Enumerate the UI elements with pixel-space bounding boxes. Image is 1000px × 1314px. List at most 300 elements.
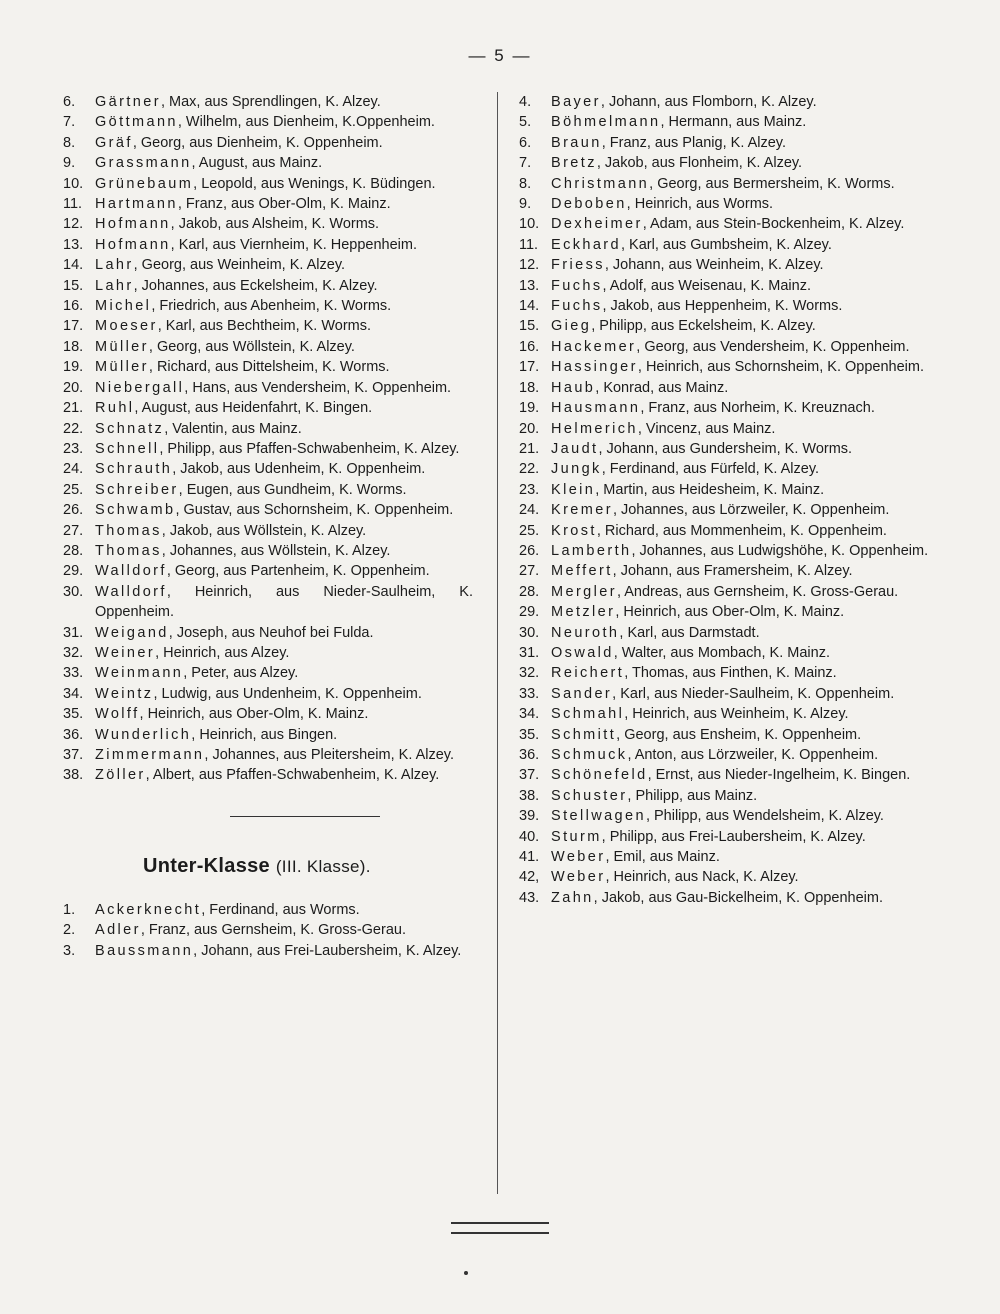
list-item (63, 337, 473, 357)
list-item (63, 378, 473, 398)
entry-surname: Christmann (551, 175, 650, 192)
list-item (519, 500, 932, 520)
list-item (63, 725, 473, 745)
entry-number: 13. (63, 236, 84, 253)
entry-surname: Baussmann (95, 942, 194, 959)
entry-surname: Bayer (551, 94, 601, 110)
entry-surname: Schmuck (551, 747, 628, 763)
entry-details: , Karl, aus Viernheim, K. Heppenheim. (170, 236, 417, 253)
list-item (519, 480, 932, 500)
list-item (519, 704, 932, 724)
entry-surname: Lahr (95, 277, 134, 294)
entry-details: , Philipp, aus Frei-Laubersheim, K. Alzey. (601, 828, 866, 845)
list-item (63, 194, 473, 214)
list-item (63, 112, 473, 132)
entry-surname: Michel (95, 298, 152, 315)
entry-details: , Adam, aus Stein-Bockenheim, K. Alzey. (642, 216, 905, 233)
section-subtitle: (III. Klasse). (275, 856, 371, 876)
entry-number: 28. (519, 583, 540, 600)
entry-surname: Wolff (95, 706, 140, 723)
entry-details: , Philipp, aus Eckelsheim, K. Alzey. (591, 318, 816, 335)
list-item (519, 174, 932, 194)
entry-surname: Zöller (95, 767, 146, 784)
entry-number: 9. (519, 196, 532, 213)
list-item (519, 745, 932, 765)
entry-surname: Lahr (95, 257, 134, 274)
list-item (519, 847, 932, 867)
entry-details: , Johannes, aus Pleitersheim, K. Alzey. (204, 747, 454, 763)
entry-details: , Franz, aus Gernsheim, K. Gross-Gerau. (140, 922, 406, 939)
list-item (63, 174, 473, 194)
list-item (63, 561, 473, 581)
entry-number: 12. (519, 257, 540, 274)
list-item (519, 827, 932, 847)
entry-details: , Friedrich, aus Abenheim, K. Worms. (151, 298, 392, 315)
list-item (63, 920, 473, 940)
list-item (63, 357, 473, 377)
entry-number: 38. (519, 787, 540, 804)
entry-details: , Georg, aus Weinheim, K. Alzey. (133, 257, 346, 274)
list-item (519, 276, 932, 296)
entry-details: , Joseph, aus Neuhof bei Fulda. (168, 624, 374, 641)
entry-details: , Karl, aus Gumbsheim, K. Alzey. (621, 236, 832, 253)
list-item (63, 663, 473, 683)
entry-number: 7. (63, 114, 76, 131)
entry-number: 1. (63, 901, 76, 918)
list-item (63, 133, 473, 153)
entry-number: 37. (63, 747, 84, 763)
list-item (63, 235, 473, 255)
entry-details: , Albert, aus Pfaffen-Schwabenheim, K. Alzey. (145, 767, 440, 784)
list-item (63, 941, 473, 961)
entry-details: , Philipp, aus Wendelsheim, K. Alzey. (645, 808, 884, 825)
entry-details: , Ludwig, aus Undenheim, K. Oppenheim. (153, 685, 422, 702)
list-item (63, 439, 473, 459)
entry-number: 23. (519, 481, 540, 498)
entry-details: , Karl, aus Nieder-Saulheim, K. Oppenheim. (612, 685, 895, 702)
list-item (519, 541, 932, 561)
entry-surname: Weinmann (95, 665, 184, 682)
entry-surname: Weintz (95, 685, 154, 702)
entry-number: 34. (519, 706, 540, 723)
list-item (519, 214, 932, 234)
entry-surname: Wunderlich (95, 726, 192, 743)
list-item (63, 459, 473, 479)
student-list-right (519, 92, 932, 908)
entry-details: , Max, aus Sprendlingen, K. Alzey. (160, 94, 381, 110)
entry-surname: Hartmann (95, 196, 178, 213)
entry-details: , Franz, aus Norheim, K. Kreuznach. (640, 400, 875, 417)
entry-surname: Dexheimer (551, 216, 643, 233)
entry-number: 34. (63, 685, 84, 702)
list-item (63, 521, 473, 541)
list-item (519, 459, 932, 479)
entry-details: , Ernst, aus Nieder-Ingelheim, K. Bingen. (647, 767, 911, 784)
entry-surname: Lamberth (551, 542, 632, 559)
list-item (63, 623, 473, 643)
entry-details: , Peter, aus Alzey. (183, 665, 299, 682)
entry-surname: Oswald (551, 644, 614, 661)
list-item (519, 235, 932, 255)
entry-surname: Bretz (551, 155, 597, 172)
entry-surname: Schmahl (551, 706, 625, 723)
entry-number: 20. (519, 420, 540, 437)
entry-surname: Hofmann (95, 236, 171, 253)
list-item (519, 786, 932, 806)
page-number: — 5 — (468, 46, 532, 65)
entry-details: , Philipp, aus Pfaffen-Schwabenheim, K. Alzey. (159, 440, 460, 457)
entry-surname: Hausmann (551, 400, 641, 417)
entry-number: 19. (519, 400, 540, 417)
entry-details: , Philipp, aus Mainz. (627, 787, 758, 804)
entry-surname: Müller (95, 359, 149, 376)
entry-number: 25. (519, 522, 540, 539)
entry-details: , Jakob, aus Flonheim, K. Alzey. (596, 155, 803, 172)
list-item (519, 806, 932, 826)
list-item (519, 378, 932, 398)
list-item (519, 561, 932, 581)
entry-number: 15. (519, 318, 540, 335)
entry-number: 30. (519, 624, 540, 641)
entry-details: , Eugen, aus Gundheim, K. Worms. (178, 481, 407, 498)
entry-surname: Braun (551, 134, 602, 151)
entry-details: , Johann, aus Flomborn, K. Alzey. (600, 94, 817, 110)
list-item (63, 296, 473, 316)
entry-details: , Franz, aus Planig, K. Alzey. (601, 134, 786, 151)
list-item (519, 316, 932, 336)
entry-number: 33. (63, 665, 84, 682)
entry-number: 11. (519, 236, 539, 253)
entry-number: 8. (519, 175, 532, 192)
entry-surname: Hassinger (551, 359, 638, 376)
entry-details: , Heinrich, aus Weinheim, K. Alzey. (624, 706, 849, 723)
list-item (519, 296, 932, 316)
entry-details: , Ferdinand, aus Fürfeld, K. Alzey. (601, 461, 820, 478)
entry-surname: Schuster (551, 787, 628, 804)
entry-surname: Schnell (95, 440, 160, 457)
entry-details: , Georg, aus Vendersheim, K. Oppenheim. (636, 338, 910, 355)
entry-surname: Neuroth (551, 624, 620, 641)
entry-surname: Müller (95, 338, 149, 355)
list-item (63, 704, 473, 724)
list-item (519, 867, 932, 887)
entry-number: 10. (63, 175, 84, 192)
list-item (63, 745, 473, 765)
list-item (63, 316, 473, 336)
entry-surname: Mergler (551, 583, 617, 600)
entry-number: 14. (519, 298, 540, 315)
entry-details: , Heinrich, aus Ober-Olm, K. Mainz. (615, 604, 845, 621)
list-item (519, 725, 932, 745)
entry-details: , Jakob, aus Gau-Bickelheim, K. Oppenheim. (593, 889, 883, 906)
entry-surname: Schnatz (95, 420, 165, 437)
list-item (519, 194, 932, 214)
list-item (519, 419, 932, 439)
entry-details: , Vincenz, aus Mainz. (637, 420, 776, 437)
section-heading (143, 855, 473, 878)
list-item (63, 214, 473, 234)
right-column (519, 92, 932, 908)
entry-details: , Heinrich, aus Worms. (626, 196, 774, 213)
entry-number: 18. (63, 338, 84, 355)
list-item (63, 765, 473, 785)
entry-number: 21. (519, 440, 540, 457)
entry-surname: Gräf (95, 134, 133, 151)
list-item (519, 663, 932, 683)
entry-details: , Georg, aus Dienheim, K. Oppenheim. (132, 134, 383, 151)
list-item (519, 765, 932, 785)
entry-number: 32. (519, 665, 540, 682)
list-item (519, 582, 932, 602)
entry-surname: Fuchs (551, 298, 603, 315)
entry-number: 3. (63, 942, 76, 959)
entry-details: , Georg, aus Ensheim, K. Oppenheim. (616, 726, 862, 743)
end-double-rule (451, 1222, 549, 1234)
entry-details: , Konrad, aus Mainz. (595, 379, 729, 396)
section-title: Unter-Klasse (143, 854, 270, 877)
entry-details: , Thomas, aus Finthen, K. Mainz. (624, 665, 837, 682)
entry-details: , Georg, aus Bermersheim, K. Worms. (649, 175, 895, 192)
entry-details: , Johannes, aus Wöllstein, K. Alzey. (161, 542, 391, 559)
entry-number: 32. (63, 644, 84, 661)
entry-surname: Walldorf (95, 563, 167, 580)
entry-number: 2. (63, 922, 76, 939)
entry-details: , Georg, aus Partenheim, K. Oppenheim. (166, 563, 430, 580)
list-item (63, 582, 473, 623)
list-item (63, 419, 473, 439)
entry-number: 26. (63, 502, 84, 519)
entry-number: 19. (63, 359, 84, 376)
entry-details: , Jakob, aus Alsheim, K. Worms. (170, 216, 380, 233)
entry-details: , Andreas, aus Gernsheim, K. Gross-Gerau. (616, 583, 899, 600)
entry-surname: Schrauth (95, 461, 173, 478)
entry-number: 30. (63, 583, 84, 600)
entry-surname: Moeser (95, 318, 158, 335)
entry-details: , Johann, aus Gundersheim, K. Worms. (598, 440, 853, 457)
entry-number: 26. (519, 542, 540, 559)
entry-surname: Deboben (551, 196, 627, 213)
entry-details: , Jakob, aus Heppenheim, K. Worms. (602, 298, 843, 315)
entry-surname: Meffert (551, 563, 613, 580)
list-item (519, 133, 932, 153)
section-divider (230, 816, 380, 817)
list-item (63, 643, 473, 663)
student-list-unter-klasse (63, 900, 473, 961)
entry-number: 4. (519, 94, 532, 110)
column-divider (497, 92, 498, 1194)
entry-details: , August, aus Mainz. (191, 155, 323, 172)
entry-number: 40. (519, 828, 540, 845)
entry-surname: Ackerknecht (95, 901, 202, 918)
entry-surname: Niebergall (95, 379, 185, 396)
entry-number: 25. (63, 481, 84, 498)
list-item (519, 439, 932, 459)
entry-number: 35. (519, 726, 540, 743)
entry-surname: Weigand (95, 624, 169, 641)
entry-surname: Adler (95, 922, 141, 939)
entry-surname: Ruhl (95, 400, 135, 417)
entry-number: 16. (63, 298, 84, 315)
entry-details: , Leopold, aus Wenings, K. Büdingen. (193, 175, 436, 192)
entry-details: , Richard, aus Dittelsheim, K. Worms. (148, 359, 390, 376)
list-item (63, 398, 473, 418)
entry-number: 39. (519, 808, 540, 825)
entry-number: 38. (63, 767, 84, 784)
list-item (519, 888, 932, 908)
entry-details: , Jakob, aus Udenheim, K. Oppenheim. (172, 461, 426, 478)
entry-number: 42, (519, 869, 540, 886)
entry-surname: Helmerich (551, 420, 638, 437)
list-item (63, 541, 473, 561)
entry-number: 16. (519, 338, 540, 355)
entry-number: 28. (63, 542, 84, 559)
entry-surname: Jungk (551, 461, 602, 478)
entry-details: , Georg, aus Wöllstein, K. Alzey. (148, 338, 355, 355)
entry-number: 37. (519, 767, 540, 784)
entry-number: 27. (519, 563, 540, 580)
entry-details: , Heinrich, aus Schornsheim, K. Oppenheim. (637, 359, 924, 376)
entry-number: 22. (519, 461, 540, 478)
entry-surname: Böhmelmann (551, 114, 661, 131)
entry-number: 27. (63, 522, 84, 539)
entry-number: 11. (63, 196, 83, 213)
entry-surname: Sturm (551, 828, 602, 845)
entry-number: 14. (63, 257, 84, 274)
entry-surname: Hackemer (551, 338, 637, 355)
entry-details: , Gustav, aus Schornsheim, K. Oppenheim. (175, 502, 454, 519)
list-item (519, 398, 932, 418)
list-item (519, 643, 932, 663)
entry-surname: Reichert (551, 665, 625, 682)
list-item (63, 92, 473, 112)
entry-surname: Haub (551, 379, 596, 396)
entry-surname: Klein (551, 481, 596, 498)
list-item (519, 255, 932, 275)
entry-details: , Franz, aus Ober-Olm, K. Mainz. (177, 196, 391, 213)
entry-surname: Metzler (551, 604, 616, 621)
list-item (63, 480, 473, 500)
entry-details: , Heinrich, aus Bingen. (191, 726, 338, 743)
entry-details: , Walter, aus Mombach, K. Mainz. (613, 644, 830, 661)
entry-number: 17. (519, 359, 540, 376)
entry-details: , Johann, aus Frei-Laubersheim, K. Alzey. (193, 942, 462, 959)
entry-details: , Heinrich, aus Alzey. (155, 644, 290, 661)
entry-number: 6. (519, 134, 532, 151)
entry-number: 24. (519, 502, 540, 519)
entry-number: 41. (519, 849, 540, 866)
entry-details: , Karl, aus Darmstadt. (619, 624, 760, 641)
entry-details: , Anton, aus Lörzweiler, K. Oppenheim. (627, 747, 879, 763)
entry-number: 33. (519, 685, 540, 702)
entry-details: , Jakob, aus Wöllstein, K. Alzey. (161, 522, 367, 539)
entry-surname: Stellwagen (551, 808, 646, 825)
entry-details: , Johannes, aus Eckelsheim, K. Alzey. (133, 277, 378, 294)
entry-number: 7. (519, 155, 532, 172)
list-item (519, 623, 932, 643)
entry-number: 13. (519, 277, 540, 294)
entry-number: 31. (63, 624, 84, 641)
entry-details: , Ferdinand, aus Worms. (201, 901, 360, 918)
entry-details: , Heinrich, aus Nack, K. Alzey. (605, 869, 799, 886)
entry-number: 29. (63, 563, 84, 580)
entry-number: 6. (63, 94, 76, 110)
entry-number: 35. (63, 706, 84, 723)
entry-surname: Kremer (551, 502, 613, 519)
list-item (519, 153, 932, 173)
entry-surname: Weber (551, 869, 606, 886)
entry-details: , Emil, aus Mainz. (605, 849, 720, 866)
entry-surname: Göttmann (95, 114, 178, 131)
entry-details: , Johann, aus Weinheim, K. Alzey. (604, 257, 824, 274)
entry-number: 12. (63, 216, 84, 233)
entry-details: , Karl, aus Bechtheim, K. Worms. (157, 318, 372, 335)
list-item (63, 276, 473, 296)
list-item (63, 153, 473, 173)
entry-surname: Schönefeld (551, 767, 648, 784)
entry-surname: Fuchs (551, 277, 603, 294)
entry-surname: Weiner (95, 644, 156, 661)
entry-details: , Adolf, aus Weisenau, K. Mainz. (602, 277, 811, 294)
entry-surname: Walldorf (95, 583, 167, 600)
entry-details: , Valentin, aus Mainz. (164, 420, 302, 437)
entry-number: 18. (519, 379, 540, 396)
entry-details: , Johannes, aus Lörzweiler, K. Oppenheim. (612, 502, 890, 519)
entry-number: 36. (63, 726, 84, 743)
list-item (519, 357, 932, 377)
entry-surname: Krost (551, 522, 597, 539)
entry-number: 24. (63, 461, 84, 478)
list-item (519, 602, 932, 622)
left-column (63, 92, 473, 961)
entry-number: 22. (63, 420, 84, 437)
entry-number: 20. (63, 379, 84, 396)
list-item (519, 684, 932, 704)
entry-surname: Gieg (551, 318, 592, 335)
entry-details: , Johann, aus Framersheim, K. Alzey. (612, 563, 853, 580)
entry-surname: Zimmermann (95, 747, 205, 763)
list-item (519, 112, 932, 132)
entry-surname: Thomas (95, 522, 162, 539)
entry-details: , August, aus Heidenfahrt, K. Bingen. (134, 400, 373, 417)
entry-details: , Hans, aus Vendersheim, K. Oppenheim. (184, 379, 452, 396)
entry-number: 31. (519, 644, 540, 661)
entry-number: 15. (63, 277, 84, 294)
entry-surname: Gärtner (95, 94, 161, 110)
entry-surname: Schwamb (95, 502, 176, 519)
list-item (63, 900, 473, 920)
entry-number: 8. (63, 134, 76, 151)
entry-number: 21. (63, 400, 84, 417)
list-item (519, 337, 932, 357)
entry-details: , Wilhelm, aus Dienheim, K.Oppenheim. (177, 114, 435, 131)
entry-surname: Zahn (551, 889, 594, 906)
entry-surname: Sander (551, 685, 613, 702)
entry-number: 43. (519, 889, 540, 906)
entry-surname: Hofmann (95, 216, 171, 233)
entry-surname: Grünebaum (95, 175, 194, 192)
entry-surname: Thomas (95, 542, 162, 559)
entry-surname: Friess (551, 257, 605, 274)
entry-surname: Jaudt (551, 440, 599, 457)
entry-number: 9. (63, 155, 76, 172)
entry-number: 17. (63, 318, 84, 335)
entry-number: 36. (519, 747, 540, 763)
entry-details: , Heinrich, aus Ober-Olm, K. Mainz. (139, 706, 369, 723)
entry-number: 10. (519, 216, 540, 233)
entry-surname: Eckhard (551, 236, 621, 253)
entry-number: 23. (63, 440, 84, 457)
list-item (63, 500, 473, 520)
